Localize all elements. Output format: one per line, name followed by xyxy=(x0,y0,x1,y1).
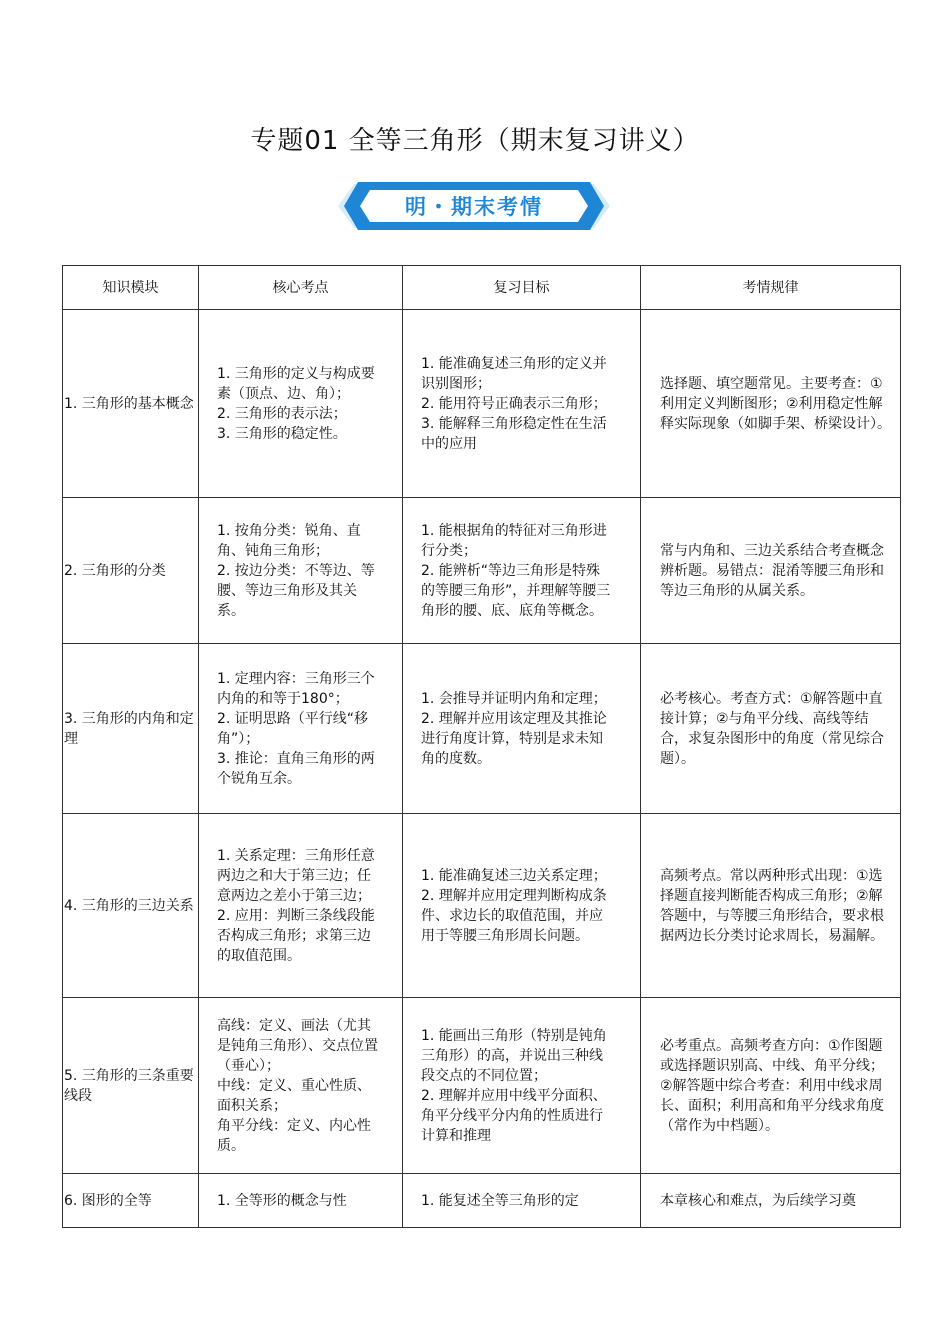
cell-module: 1. 三角形的基本概念 xyxy=(63,310,199,498)
cell-module: 2. 三角形的分类 xyxy=(63,498,199,644)
cell-goals: 1. 能准确复述三边关系定理； 2. 理解并应用定理判断构成条件、求边长的取值范围，并应用于等腰三角形周长问题。 xyxy=(403,814,641,998)
cell-goals: 1. 能画出三角形（特别是钝角三角形）的高，并说出三种线段交点的不同位置； 2. 理解并应用中线平分面积、角平分线平分内角的性质进行计算和推理 xyxy=(403,998,641,1174)
cell-pattern: 必考核心。考查方式：①解答题中直接计算；②与角平分线、高线等结合，求复杂图形中的角度（常见综合题）。 xyxy=(641,644,901,814)
banner-label: 明・期末考情 xyxy=(405,195,543,219)
page-title: 专题01 全等三角形（期末复习讲义） xyxy=(250,126,700,156)
section-banner xyxy=(338,180,610,232)
table-header-row xyxy=(63,266,901,310)
cell-pattern: 选择题、填空题常见。主要考查：①利用定义判断图形；②利用稳定性解释实际现象（如脚手架、桥梁设计）。 xyxy=(641,310,901,498)
table-row xyxy=(63,310,901,498)
cell-pattern: 本章核心和难点，为后续学习奠 xyxy=(641,1174,901,1228)
table-row xyxy=(63,1174,901,1228)
table-row xyxy=(63,814,901,998)
header-module: 知识模块 xyxy=(63,266,199,310)
cell-points: 1. 关系定理：三角形任意两边之和大于第三边；任意两边之差小于第三边； 2. 应用：判断三条线段能否构成三角形；求第三边的取值范围。 xyxy=(199,814,403,998)
cell-points: 1. 按角分类：锐角、直角、钝角三角形； 2. 按边分类：不等边、等腰、等边三角形及其关系。 xyxy=(199,498,403,644)
cell-module: 6. 图形的全等 xyxy=(63,1174,199,1228)
cell-module: 5. 三角形的三条重要线段 xyxy=(63,998,199,1174)
cell-pattern: 高频考点。常以两种形式出现：①选择题直接判断能否构成三角形；②解答题中，与等腰三角形结合，要求根据两边长分类讨论求周长，易漏解。 xyxy=(641,814,901,998)
table-row xyxy=(63,644,901,814)
cell-points: 1. 全等形的概念与性 xyxy=(199,1174,403,1228)
cell-pattern: 常与内角和、三边关系结合考查概念辨析题。易错点：混淆等腰三角形和等边三角形的从属关系。 xyxy=(641,498,901,644)
table-row xyxy=(63,998,901,1174)
cell-goals: 1. 能复述全等三角形的定 xyxy=(403,1174,641,1228)
exam-analysis-table xyxy=(62,265,901,1228)
cell-goals: 1. 会推导并证明内角和定理； 2. 理解并应用该定理及其推论进行角度计算，特别是求未知角的度数。 xyxy=(403,644,641,814)
cell-points: 高线：定义、画法（尤其是钝角三角形）、交点位置（垂心）； 中线：定义、重心性质、面积关系； 角平分线：定义、内心性质。 xyxy=(199,998,403,1174)
cell-goals: 1. 能根据角的特征对三角形进行分类； 2. 能辨析“等边三角形是特殊的等腰三角形”，并理解等腰三角形的腰、底、底角等概念。 xyxy=(403,498,641,644)
cell-module: 4. 三角形的三边关系 xyxy=(63,814,199,998)
cell-goals: 1. 能准确复述三角形的定义并识别图形； 2. 能用符号正确表示三角形； 3. 能解释三角形稳定性在生活中的应用 xyxy=(403,310,641,498)
cell-points: 1. 定理内容：三角形三个内角的和等于180°； 2. 证明思路（平行线“移角”）； 3. 推论：直角三角形的两个锐角互余。 xyxy=(199,644,403,814)
table-row xyxy=(63,498,901,644)
header-goals: 复习目标 xyxy=(403,266,641,310)
header-points: 核心考点 xyxy=(199,266,403,310)
header-pattern: 考情规律 xyxy=(641,266,901,310)
cell-pattern: 必考重点。高频考查方向：①作图题或选择题识别高、中线、角平分线；②解答题中综合考查：利用中线求周长、面积；利用高和角平分线求角度（常作为中档题）。 xyxy=(641,998,901,1174)
cell-points: 1. 三角形的定义与构成要素（顶点、边、角）； 2. 三角形的表示法； 3. 三角形的稳定性。 xyxy=(199,310,403,498)
cell-module: 3. 三角形的内角和定理 xyxy=(63,644,199,814)
